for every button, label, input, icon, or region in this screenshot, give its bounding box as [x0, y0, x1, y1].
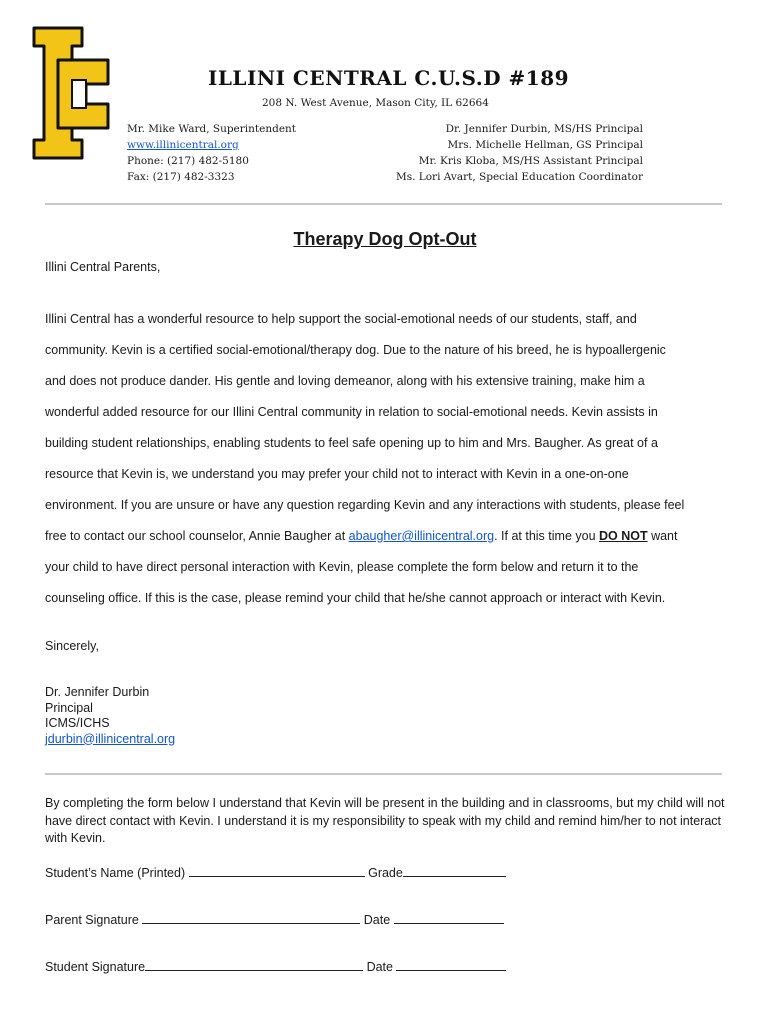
body-line: building student relationships, enabling students to feel safe opening up to him and Mrs. Baugher. As great of a	[45, 436, 658, 450]
parent-date-field[interactable]	[394, 911, 504, 924]
body-line: Illini Central has a wonderful resource to help support the social-emotional needs of our students, staff, and	[45, 312, 637, 326]
line8-prefix: free to contact our school counselor, Annie Baugher at	[45, 529, 349, 543]
parent-signature-label: Parent Signature	[45, 913, 139, 927]
body-line: your child to have direct personal interaction with Kevin, please complete the form below and return it to the	[45, 560, 639, 574]
student-name-label: Student’s Name (Printed)	[45, 866, 186, 880]
parent-signature-row	[45, 911, 504, 927]
date-label: Date	[366, 960, 393, 974]
administrator-line: Mr. Kris Kloba, MS/HS Assistant Principal	[418, 155, 643, 167]
parent-signature-field[interactable]	[142, 911, 360, 924]
letter-closing: Sincerely,	[45, 639, 99, 653]
header-divider	[45, 203, 722, 205]
form-intro: By completing the form below I understand that Kevin will be present in the building and in classrooms, but my child will not have direct contact with Kevin. I understand it is my responsibility to speak with my child and remind him/her to not interact with Kevin.	[45, 796, 725, 845]
line8-middle: . If at this time you	[494, 529, 599, 543]
website-link[interactable]: www.illinicentral.org	[127, 139, 239, 151]
fax-line: Fax: (217) 482-3323	[127, 171, 235, 183]
counselor-email-link[interactable]: abaugher@illinicentral.org	[348, 529, 495, 543]
school-address: 208 N. West Avenue, Mason City, IL 62664	[262, 97, 489, 109]
letter-greeting: Illini Central Parents,	[45, 260, 161, 274]
student-signature-row	[45, 958, 506, 974]
date-label: Date	[363, 913, 391, 927]
logo-c-inner	[72, 80, 86, 108]
student-date-field[interactable]	[396, 958, 506, 971]
body-line: counseling office. If this is the case, please remind your child that he/she cannot approach or interact with Kevin.	[45, 591, 666, 605]
signer-email-link[interactable]: jdurbin@illinicentral.org	[45, 731, 176, 746]
school-name: ILLINI CENTRAL C.U.S.D #189	[208, 66, 570, 90]
administrator-line: Mrs. Michelle Hellman, GS Principal	[447, 139, 643, 151]
student-signature-label: Student Signature	[45, 960, 146, 974]
do-not-emphasis: DO NOT	[599, 529, 648, 543]
superintendent-line: Mr. Mike Ward, Superintendent	[127, 123, 297, 135]
form-divider	[45, 773, 722, 775]
body-line: environment. If you are unsure or have any question regarding Kevin and any interactions with students, please feel	[45, 498, 685, 512]
body-line: wonderful added resource for our Illini Central community in relation to social-emotional needs. Kevin assists in	[45, 405, 658, 419]
student-name-row	[45, 864, 506, 880]
grade-label: Grade	[368, 866, 403, 880]
administrator-line: Dr. Jennifer Durbin, MS/HS Principal	[445, 123, 643, 135]
body-line: and does not produce dander. His gentle and loving demeanor, along with his extensive training, make him a	[45, 374, 645, 388]
grade-field[interactable]	[403, 864, 506, 877]
right-contact-block	[396, 121, 643, 185]
body-line: resource that Kevin is, we understand you may prefer your child not to interact with Kevin in a one-on-one	[45, 467, 629, 481]
phone-line: Phone: (217) 482-5180	[127, 155, 249, 167]
letter-title: Therapy Dog Opt-Out	[293, 229, 477, 249]
letter-body	[45, 304, 735, 614]
signer-name: Dr. Jennifer Durbin	[45, 685, 150, 699]
signer-org: ICMS/ICHS	[45, 716, 110, 730]
student-name-field[interactable]	[189, 864, 365, 877]
administrator-line: Ms. Lori Avart, Special Education Coordinator	[395, 171, 643, 183]
body-line: community. Kevin is a certified social-emotional/therapy dog. Due to the nature of his breed, he is hypoallergenic	[45, 343, 666, 357]
student-signature-field[interactable]	[145, 958, 363, 971]
signature-block	[45, 685, 175, 747]
school-logo	[28, 24, 112, 162]
line8-suffix: want	[647, 529, 678, 543]
signer-title: Principal	[45, 700, 93, 715]
left-contact-block	[127, 121, 296, 185]
body-line-contact	[45, 521, 735, 552]
